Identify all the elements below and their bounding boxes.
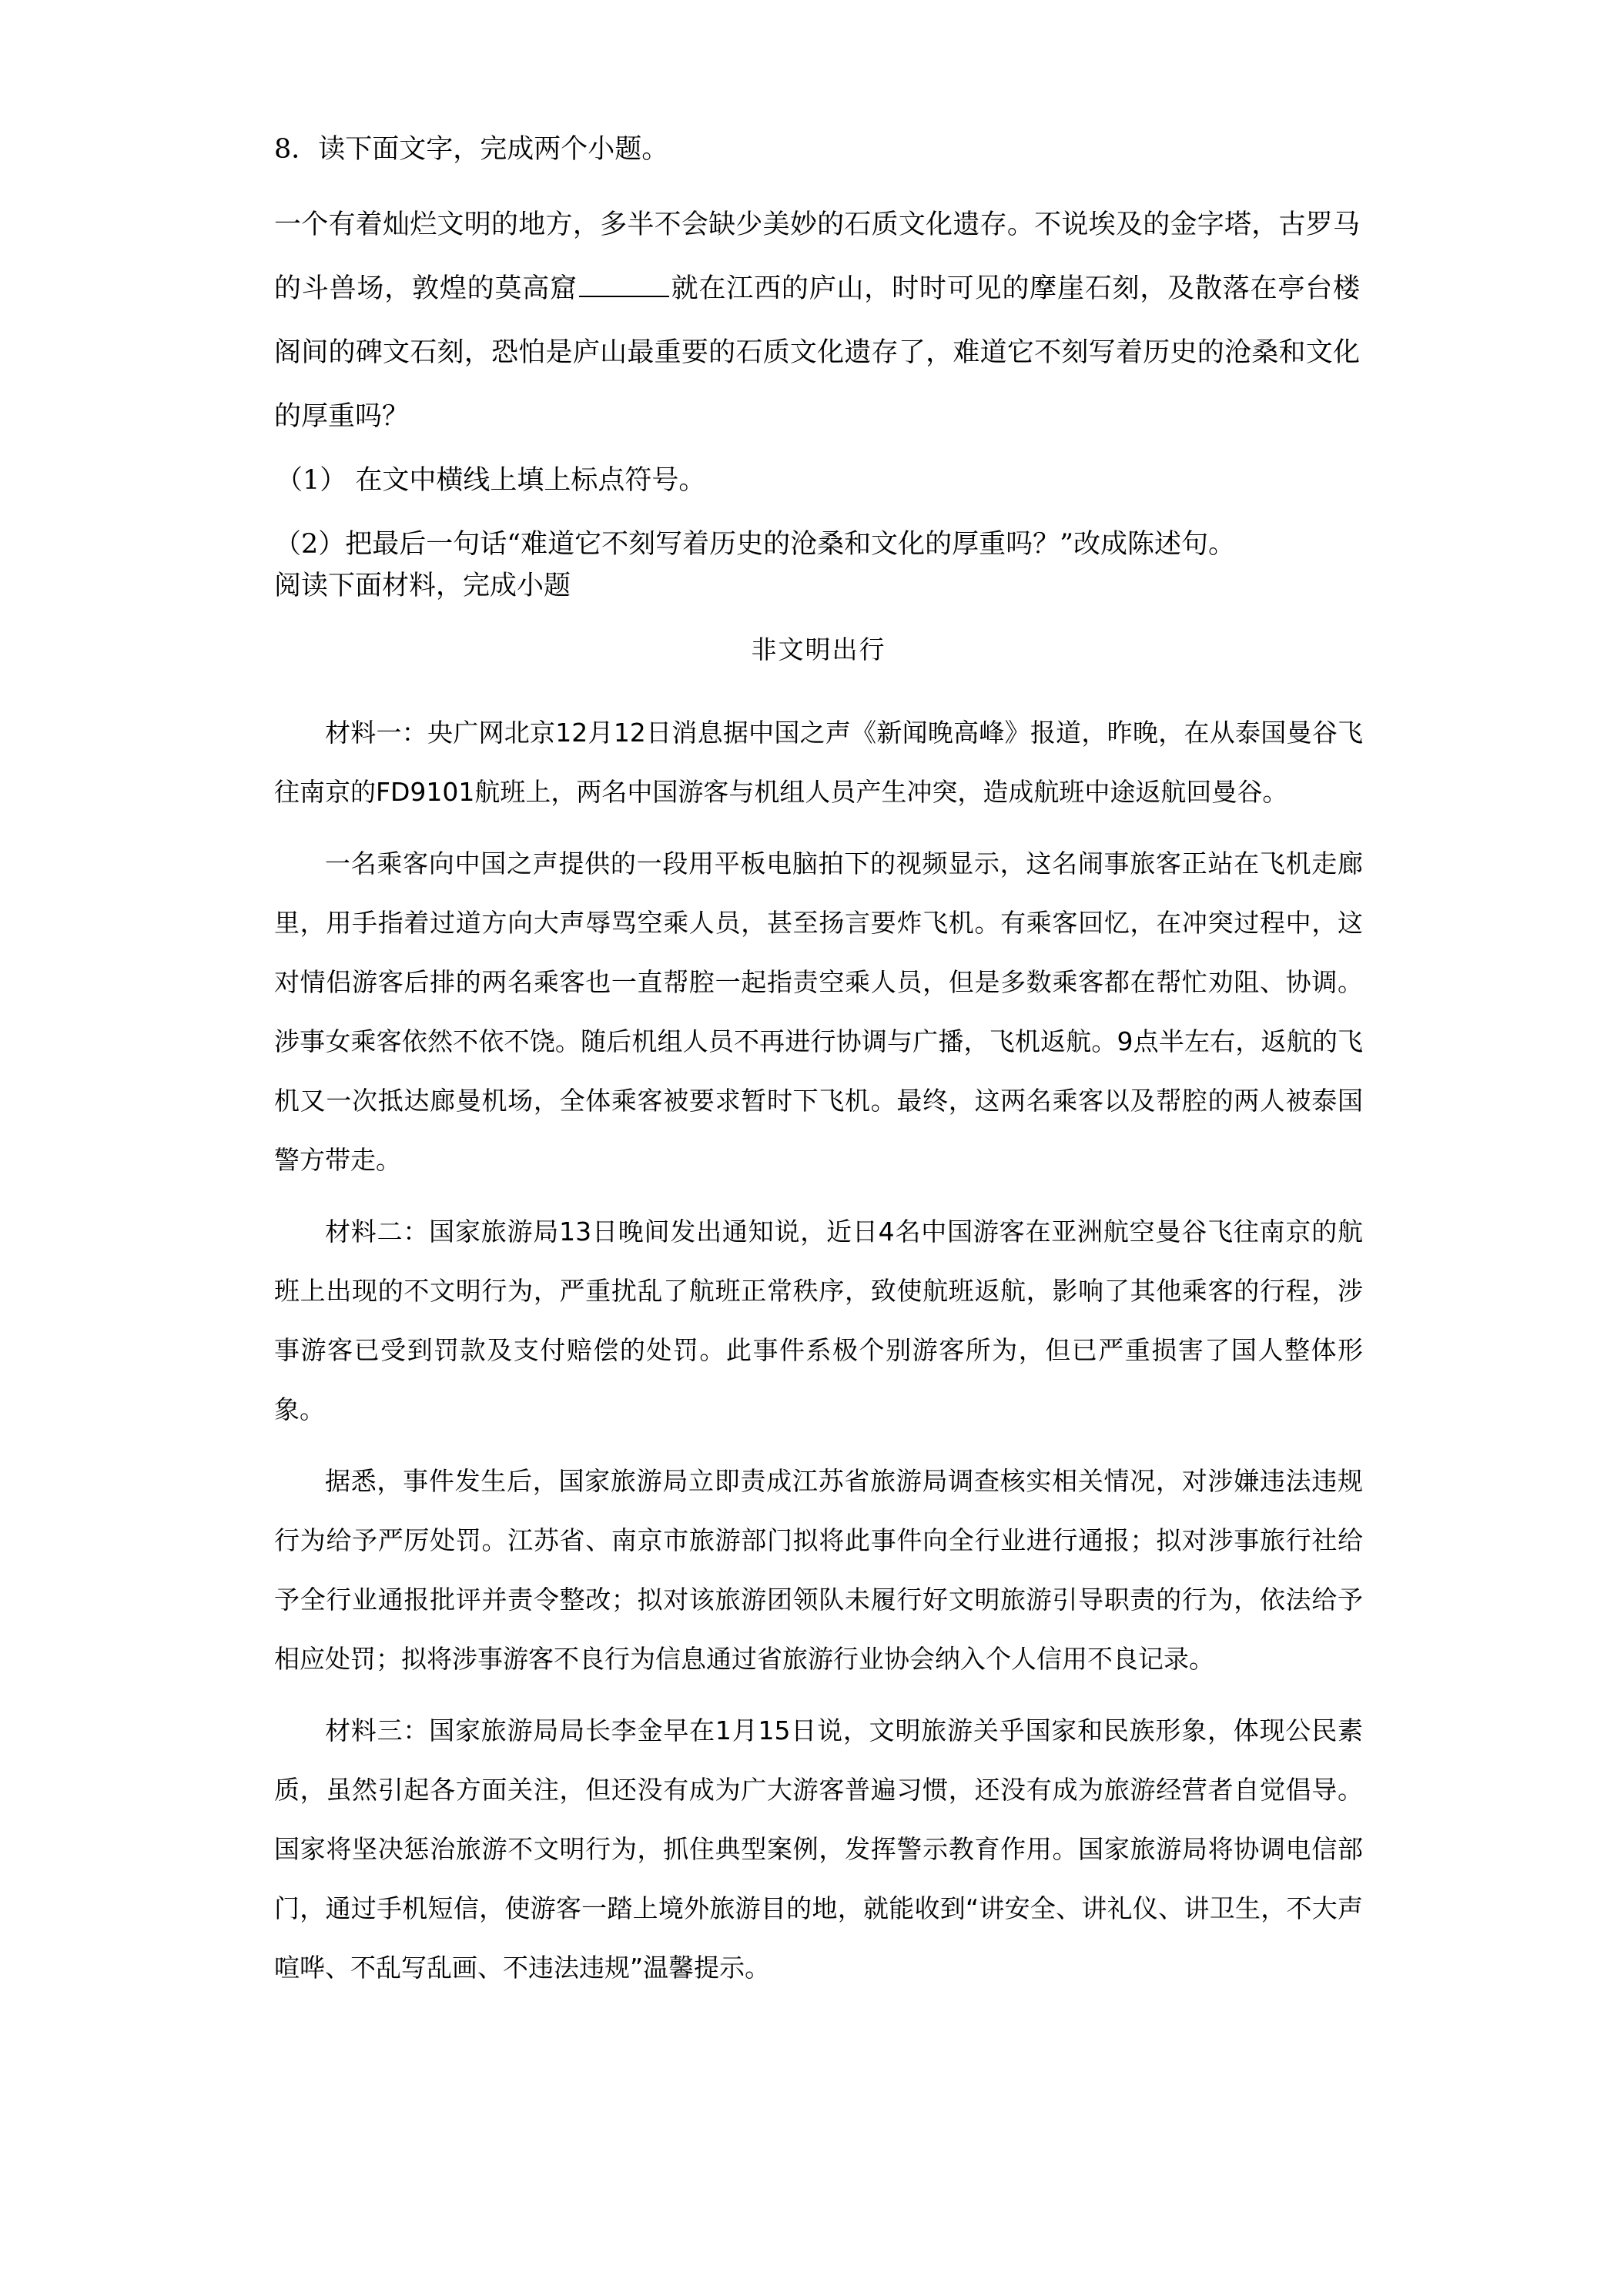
question-8 bbox=[274, 129, 1360, 577]
article-paragraph: 据悉，事件发生后，国家旅游局立即责成江苏省旅游局调查核实相关情况，对涉嫌违法违规行为给予严厉处罚。江苏省、南京市旅游部门拟将此事件向全行业进行通报；拟对涉事旅行社给予全行业通报批评并责令整改；拟对该旅游团领队未履行好文明旅游引导职责的行为，依法给予相应处罚；拟将涉事游客不良行为信息通过省旅游行业协会纳入个人信用不良记录。 bbox=[274, 1466, 1363, 1674]
article-paragraph: 一名乘客向中国之声提供的一段用平板电脑拍下的视频显示，这名闹事旅客正站在飞机走廊里，用手指着过道方向大声辱骂空乘人员，甚至扬言要炸飞机。有乘客回忆，在冲突过程中，这对情侣游客后排的两名乘客也一直帮腔一起指责空乘人员，但是多数乘客都在帮忙劝阻、协调。涉事女乘客依然不依不饶。随后机组人员不再进行协调与广播，飞机返航。9点半左右，返航的飞机又一次抵达廊曼机场，全体乘客被要求暂时下飞机。最终，这两名乘客以及帮腔的两人被泰国警方带走。 bbox=[274, 848, 1363, 1175]
article-paragraph: 材料一：央广网北京12月12日消息据中国之声《新闻晚高峰》报道，昨晚，在从泰国曼谷飞往南京的FD9101航班上，两名中国游客与机组人员产生冲突，造成航班中途返航回曼谷。 bbox=[274, 718, 1363, 807]
reading-material bbox=[274, 566, 1363, 2010]
article-title: 非文明出行 bbox=[751, 634, 886, 664]
sub-question-1: （1） 在文中横线上填上标点符号。 bbox=[276, 465, 706, 496]
question-title: 8．读下面文字，完成两个小题。 bbox=[274, 134, 669, 165]
passage-after-blank: 就在江西的庐山，时时可见的摩崖石刻，及散落在亭台楼阁间的碑文石刻，恐怕是庐山最重要的石质文化遗存了，难道它不刻写着历史的沧桑和文化的厚重吗？ bbox=[274, 273, 1360, 432]
article-paragraph: 材料二：国家旅游局13日晚间发出通知说，近日4名中国游客在亚洲航空曼谷飞往南京的航班上出现的不文明行为，严重扰乱了航班正常秩序，致使航班返航，影响了其他乘客的行程，涉事游客已受到罚款及支付赔偿的处罚。此事件系极个别游客所为，但已严重损害了国人整体形象。 bbox=[274, 1217, 1363, 1424]
question-passage bbox=[274, 193, 1360, 449]
article-paragraph: 材料三：国家旅游局局长李金早在1月15日说，文明旅游关乎国家和民族形象，体现公民素质，虽然引起各方面关注，但还没有成为广大游客普遍习惯，还没有成为旅游经营者自觉倡导。国家将坚决惩治旅游不文明行为，抓住典型案例，发挥警示教育作用。国家旅游局将协调电信部门，通过手机短信，使游客一踏上境外旅游目的地，就能收到“讲安全、讲礼仪、讲卫生，不大声喧哗、不乱写乱画、不违法违规”温馨提示。 bbox=[274, 1715, 1363, 1983]
fill-in-blank bbox=[579, 265, 669, 297]
sub-question-2: （2）把最后一句话“难道它不刻写着历史的沧桑和文化的厚重吗？”改成陈述句。 bbox=[274, 529, 1236, 560]
material-intro: 阅读下面材料，完成小题 bbox=[274, 571, 571, 601]
passage-before-blank: 一个有着灿烂文明的地方，多半不会缺少美妙的石质文化遗存。不说埃及的金字塔，古罗马的斗兽场，敦煌的莫高窟 bbox=[274, 209, 1360, 304]
